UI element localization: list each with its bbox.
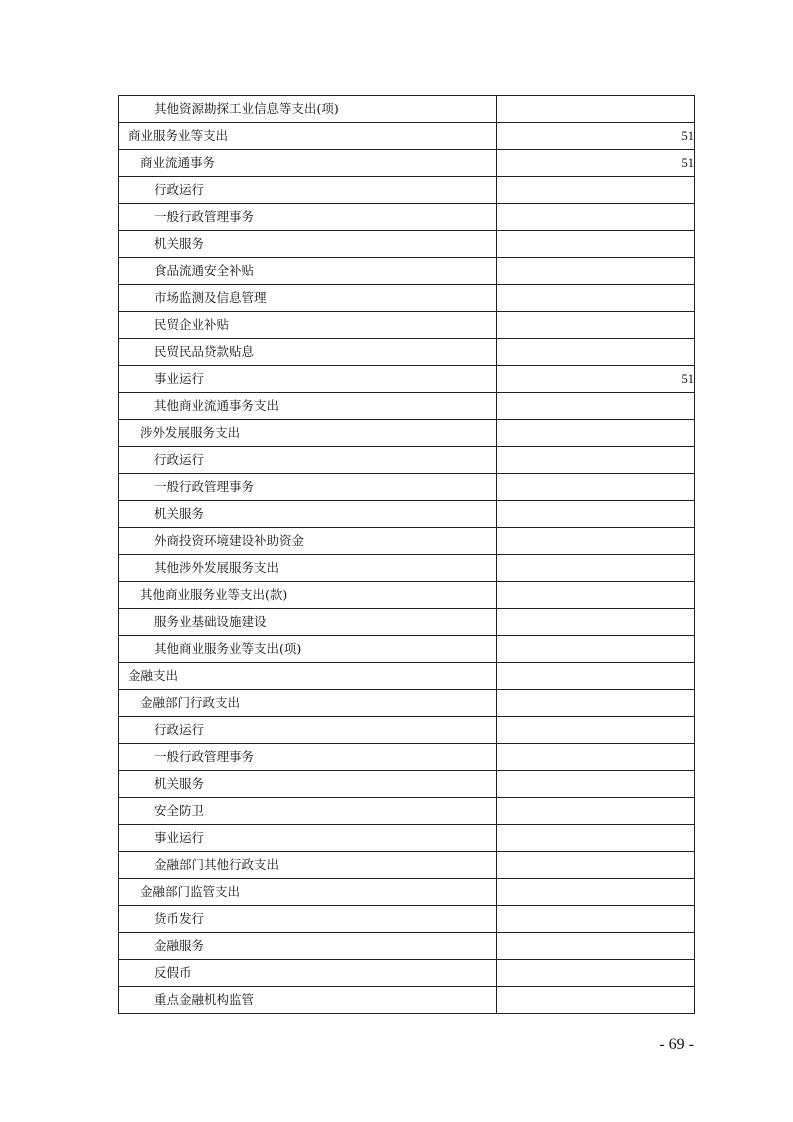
item-amount-cell: 51 <box>497 123 695 150</box>
item-name-cell: 事业运行 <box>119 366 497 393</box>
item-amount-cell <box>497 825 695 852</box>
item-name-cell: 货币发行 <box>119 906 497 933</box>
table-row <box>119 501 695 528</box>
table-row <box>119 204 695 231</box>
item-amount-cell <box>497 690 695 717</box>
item-name-cell: 其他涉外发展服务支出 <box>119 555 497 582</box>
table-row <box>119 933 695 960</box>
item-amount-cell <box>497 339 695 366</box>
table-row <box>119 717 695 744</box>
item-name-cell: 行政运行 <box>119 447 497 474</box>
item-name-cell: 反假币 <box>119 960 497 987</box>
table-row <box>119 528 695 555</box>
item-name-cell: 其他商业服务业等支出(项) <box>119 636 497 663</box>
page-number: - 69 - <box>659 1036 694 1053</box>
item-amount-cell: 51 <box>497 366 695 393</box>
item-amount-cell <box>497 312 695 339</box>
table-row <box>119 177 695 204</box>
item-amount-cell <box>497 879 695 906</box>
item-amount-cell <box>497 960 695 987</box>
item-amount-cell <box>497 420 695 447</box>
table-row <box>119 393 695 420</box>
item-amount-cell <box>497 258 695 285</box>
item-amount-cell <box>497 555 695 582</box>
item-amount-cell <box>497 744 695 771</box>
item-name-cell: 金融服务 <box>119 933 497 960</box>
table-body <box>119 96 695 1014</box>
table-row <box>119 663 695 690</box>
item-name-cell: 商业流通事务 <box>119 150 497 177</box>
table-row <box>119 609 695 636</box>
item-name-cell: 市场监测及信息管理 <box>119 285 497 312</box>
item-name-cell: 一般行政管理事务 <box>119 204 497 231</box>
table-row <box>119 231 695 258</box>
table-row <box>119 771 695 798</box>
item-name-cell: 其他商业流通事务支出 <box>119 393 497 420</box>
item-name-cell: 食品流通安全补贴 <box>119 258 497 285</box>
item-amount-cell <box>497 393 695 420</box>
item-amount-cell <box>497 447 695 474</box>
item-name-cell: 重点金融机构监管 <box>119 987 497 1014</box>
item-name-cell: 金融支出 <box>119 663 497 690</box>
table-row <box>119 960 695 987</box>
item-amount-cell <box>497 96 695 123</box>
item-amount-cell <box>497 501 695 528</box>
item-amount-cell <box>497 582 695 609</box>
table-row <box>119 420 695 447</box>
item-amount-cell <box>497 474 695 501</box>
item-amount-cell <box>497 933 695 960</box>
item-name-cell: 机关服务 <box>119 231 497 258</box>
item-amount-cell <box>497 852 695 879</box>
item-name-cell: 一般行政管理事务 <box>119 474 497 501</box>
item-amount-cell <box>497 609 695 636</box>
item-amount-cell <box>497 717 695 744</box>
table-row <box>119 636 695 663</box>
table-row <box>119 366 695 393</box>
table-row <box>119 825 695 852</box>
item-amount-cell <box>497 285 695 312</box>
table-row <box>119 447 695 474</box>
item-amount-cell <box>497 798 695 825</box>
item-name-cell: 事业运行 <box>119 825 497 852</box>
table-row <box>119 339 695 366</box>
item-amount-cell: 51 <box>497 150 695 177</box>
item-amount-cell <box>497 528 695 555</box>
item-name-cell: 行政运行 <box>119 717 497 744</box>
item-name-cell: 行政运行 <box>119 177 497 204</box>
item-name-cell: 金融部门行政支出 <box>119 690 497 717</box>
table-row <box>119 987 695 1014</box>
item-name-cell: 服务业基础设施建设 <box>119 609 497 636</box>
item-name-cell: 外商投资环境建设补助资金 <box>119 528 497 555</box>
table-row <box>119 906 695 933</box>
item-amount-cell <box>497 771 695 798</box>
item-name-cell: 机关服务 <box>119 501 497 528</box>
item-amount-cell <box>497 987 695 1014</box>
item-amount-cell <box>497 636 695 663</box>
item-name-cell: 金融部门其他行政支出 <box>119 852 497 879</box>
item-name-cell: 民贸企业补贴 <box>119 312 497 339</box>
item-name-cell: 金融部门监管支出 <box>119 879 497 906</box>
item-amount-cell <box>497 906 695 933</box>
item-amount-cell <box>497 663 695 690</box>
table-row <box>119 879 695 906</box>
table-row <box>119 150 695 177</box>
table-row <box>119 123 695 150</box>
table-row <box>119 690 695 717</box>
item-amount-cell <box>497 231 695 258</box>
table-row <box>119 852 695 879</box>
item-amount-cell <box>497 177 695 204</box>
budget-table <box>118 95 695 1014</box>
item-name-cell: 民贸民品贷款贴息 <box>119 339 497 366</box>
item-name-cell: 机关服务 <box>119 771 497 798</box>
item-name-cell: 安全防卫 <box>119 798 497 825</box>
table-row <box>119 555 695 582</box>
table-row <box>119 582 695 609</box>
item-name-cell: 商业服务业等支出 <box>119 123 497 150</box>
item-name-cell: 其他商业服务业等支出(款) <box>119 582 497 609</box>
table-row <box>119 96 695 123</box>
item-name-cell: 涉外发展服务支出 <box>119 420 497 447</box>
item-name-cell: 其他资源勘探工业信息等支出(项) <box>119 96 497 123</box>
table-row <box>119 312 695 339</box>
table-row <box>119 285 695 312</box>
item-amount-cell <box>497 204 695 231</box>
table-row <box>119 474 695 501</box>
table-row <box>119 258 695 285</box>
item-name-cell: 一般行政管理事务 <box>119 744 497 771</box>
table-row <box>119 744 695 771</box>
table-row <box>119 798 695 825</box>
